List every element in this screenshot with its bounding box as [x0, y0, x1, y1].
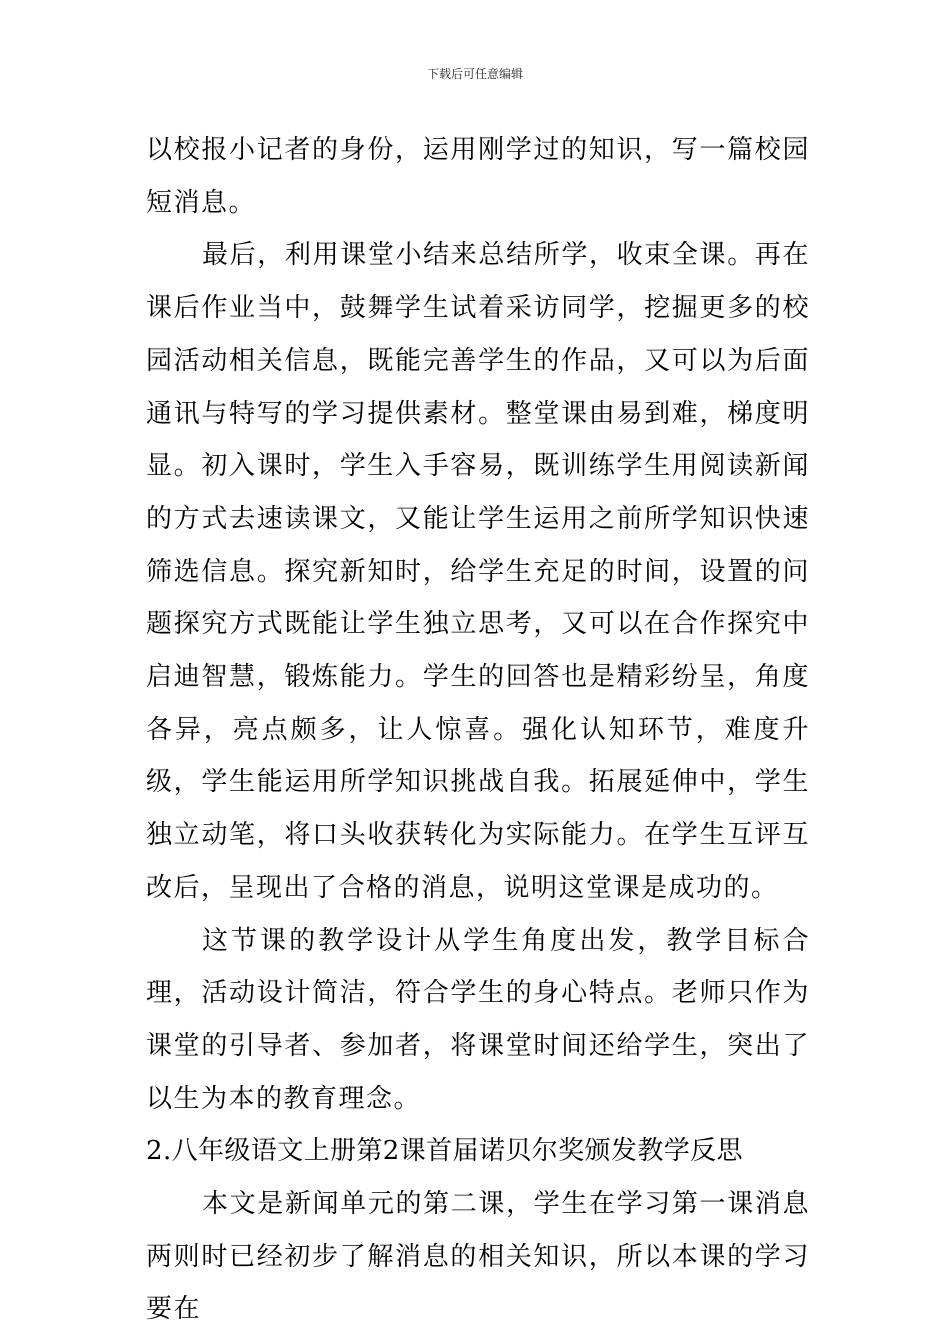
paragraph-summary: 最后，利用课堂小结来总结所学，收束全课。再在课后作业当中，鼓舞学生试着采访同学，挖掘更多的校园活动相关信息，既能完善学生的作品，又可以为后面通讯与特写的学习提供素材。整堂课由易到难，梯度明显。初入课时，学生入手容易，既训练学生用阅读新闻的方式去速读课文，又能让学生运用之前所学知识快速筛选信息。探究新知时，给学生充足的时间，设置的问题探究方式既能让学生独立思考，又可以在合作探究中启迪智慧，锻炼能力。学生的回答也是精彩纷呈，角度各异，亮点颇多，让人惊喜。强化认知环节，难度升级，学生能运用所学知识挑战自我。拓展延伸中，学生独立动笔，将口头收获转化为实际能力。在学生互评互改后，呈现出了合格的消息，说明这堂课是成功的。	[146, 240, 810, 903]
document-body	[146, 124, 810, 1336]
paragraph-continuation: 以校报小记者的身份，运用刚学过的知识，写一篇校园短消息。	[146, 135, 810, 218]
paragraph-intro: 本文是新闻单元的第二课，学生在学习第一课消息两则时已经初步了解消息的相关知识，所以本课的学习要在	[146, 1189, 810, 1325]
page-header: 下载后可任意编辑	[426, 67, 523, 81]
section-heading: 2.八年级语文上册第2课首届诺贝尔奖颁发教学反思	[146, 1136, 743, 1167]
paragraph-design: 这节课的教学设计从学生角度出发，教学目标合理，活动设计简洁，符合学生的身心特点。老师只作为课堂的引导者、参加者，将课堂时间还给学生，突出了以生为本的教育理念。	[146, 925, 810, 1114]
